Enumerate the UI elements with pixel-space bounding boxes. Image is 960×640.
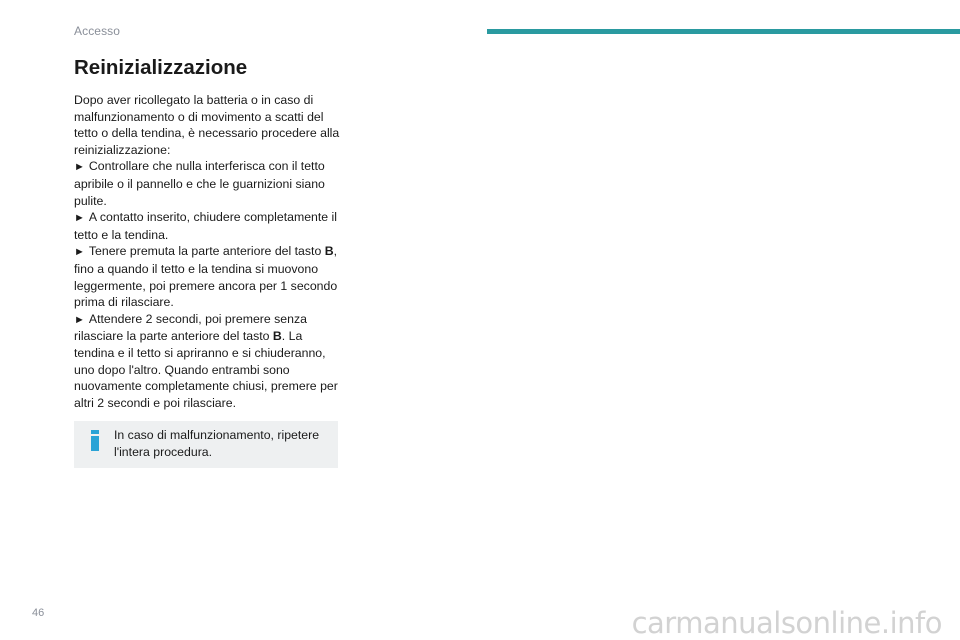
page-number: 46 — [32, 607, 45, 619]
step-1 — [74, 158, 340, 209]
arrow-bullet-icon: ► — [74, 246, 85, 259]
button-reference: B — [272, 329, 282, 344]
step-text: Attendere 2 secondi, poi premere senza rilasciare la parte anteriore del tasto — [74, 311, 307, 344]
section-header: Accesso — [74, 24, 121, 38]
button-reference: B — [324, 244, 334, 259]
step-text: . La tendina e il tetto si apriranno e si chiuderanno, uno dopo l'altro. Quando entrambi sono nuovamente completamente chiusi, premere per altri 2 secondi e poi rilasciare. — [74, 329, 338, 410]
arrow-bullet-icon: ► — [74, 212, 85, 225]
info-note — [74, 421, 338, 468]
step-4 — [74, 311, 340, 412]
step-3 — [74, 243, 340, 310]
intro-paragraph: Dopo aver ricollegato la batteria o in caso di malfunzionamento o di movimento a scatti del tetto o della tendina, è necessario procedere alla reinizializzazione: — [74, 93, 340, 157]
main-content — [74, 56, 340, 468]
accent-bar — [487, 29, 960, 34]
arrow-bullet-icon: ► — [74, 313, 85, 326]
step-text: A contatto inserito, chiudere completamente il tetto e la tendina. — [74, 210, 338, 242]
watermark: carmanualsonline.info — [631, 606, 942, 640]
step-text: Controllare che nulla interferisca con il tetto apribile o il pannello e che le guarnizioni siano pulite. — [74, 159, 325, 208]
step-2 — [74, 209, 340, 243]
step-text: , fino a quando il tetto e la tendina si muovono leggermente, poi premere ancora per 1 secondo prima di rilasciare. — [74, 244, 338, 310]
note-text: In caso di malfunzionamento, ripetere l'intera procedura. — [114, 428, 320, 459]
info-icon — [88, 430, 104, 452]
step-text: Tenere premuta la parte anteriore del tasto — [88, 244, 325, 259]
page-title: Reinizializzazione — [74, 56, 248, 79]
arrow-bullet-icon: ► — [74, 161, 85, 174]
